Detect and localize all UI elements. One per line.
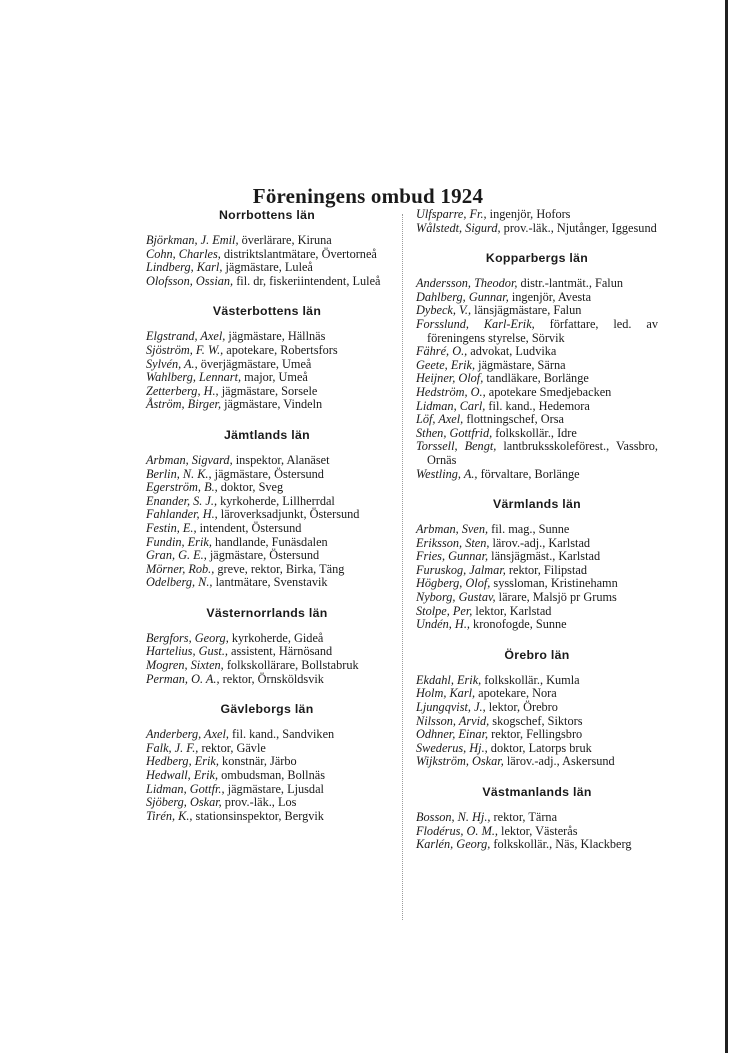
county-section [146, 304, 388, 412]
member-name: Mörner, Rob., [146, 561, 215, 576]
member-name: Heijner, Olof, [416, 371, 484, 386]
member-name: Swederus, Hj., [416, 740, 488, 755]
left-column [146, 208, 388, 839]
roster-entry [146, 796, 388, 810]
member-description: rektor, Tärna [490, 810, 558, 824]
roster-entry [146, 481, 388, 495]
member-description: fil. kand., Hedemora [485, 398, 590, 413]
member-name: Flodérus, O. M., [416, 823, 498, 838]
member-name: Perman, O. A., [146, 671, 220, 686]
member-name: Sjöström, F. W., [146, 342, 224, 357]
roster-entry [416, 577, 658, 591]
roster-entry [416, 523, 658, 537]
member-name: Ekdahl, Erik, [416, 672, 482, 687]
roster-entry [146, 248, 388, 262]
member-description: assistent, Härnösand [227, 644, 333, 659]
roster-entry [146, 576, 388, 590]
roster-entry [416, 359, 658, 373]
roster-entry [146, 645, 388, 659]
member-name: Dahlberg, Gunnar, [416, 289, 509, 304]
member-name: Torssell, Bengt, [416, 439, 497, 454]
member-name: Ulfsparre, Fr., [416, 207, 487, 221]
member-description: apotekare, Nora [475, 686, 557, 701]
roster-entry [416, 208, 658, 222]
member-name: Eriksson, Sten, [416, 535, 490, 550]
page-title: Föreningens ombud 1924 [252, 184, 484, 209]
member-name: Enander, S. J., [146, 493, 218, 508]
member-name: Furuskog, Jalmar, [416, 562, 506, 577]
member-description: ingenjör, Avesta [508, 289, 592, 304]
member-name: Stolpe, Per, [416, 603, 473, 618]
county-section [146, 606, 388, 686]
member-description: syssloman, Kristinehamn [490, 576, 618, 591]
member-name: Hedström, O., [416, 384, 486, 399]
roster-entry [146, 659, 388, 673]
roster-entry [416, 291, 658, 305]
roster-entry [146, 536, 388, 550]
member-name: Fundin, Erik, [146, 534, 212, 549]
county-heading: Norrbottens län [218, 208, 316, 222]
member-name: Festin, E., [146, 520, 197, 535]
roster-entry [146, 522, 388, 536]
member-name: Sthen, Gottfrid, [416, 425, 493, 440]
roster-entry [146, 495, 388, 509]
roster-entry [146, 330, 388, 344]
county-heading: Värmlands län [493, 497, 581, 512]
member-name: Mogren, Sixten, [146, 658, 224, 673]
member-description: stationsinspektor, Bergvik [192, 808, 324, 823]
county-section [146, 208, 388, 288]
roster-entry [146, 344, 388, 358]
member-description: jägmästare, Östersund [206, 548, 320, 563]
county-heading: Jämtlands län [224, 427, 310, 442]
member-name: Wålstedt, Sigurd, [416, 220, 501, 235]
roster-entry [416, 674, 658, 688]
member-name: Berlin, N. K., [146, 466, 212, 481]
member-name: Arbman, Sigvard, [146, 452, 233, 467]
county-heading: Gävleborgs län [220, 702, 314, 717]
roster-entry [416, 440, 658, 467]
member-description: intendent, Östersund [196, 520, 302, 535]
roster-entry [416, 605, 658, 619]
member-name: Egerström, B., [146, 480, 218, 495]
member-description: rektor, Filipstad [505, 562, 587, 577]
member-name: Gran, G. E., [146, 548, 207, 563]
entry-list [416, 811, 658, 852]
member-description: handlande, Funäsdalen [211, 534, 328, 549]
roster-entry [146, 261, 388, 275]
county-section [416, 251, 658, 481]
roster-entry [416, 413, 658, 427]
member-description: författare, led. av föreningens styrelse, Sörvik [427, 316, 658, 345]
roster-entry [146, 728, 388, 742]
member-name: Dybeck, V., [416, 303, 472, 318]
member-description: fil. kand., Sandviken [228, 727, 335, 742]
entry-list [146, 728, 388, 823]
roster-entry [146, 755, 388, 769]
member-name: Holm, Karl, [416, 686, 476, 701]
member-description: fil. mag., Sunne [488, 522, 570, 537]
member-description: lärov.-adj., Karlstad [489, 535, 591, 550]
roster-entry [416, 468, 658, 482]
member-name: Lidman, Carl, [416, 398, 486, 413]
roster-entry [416, 277, 658, 291]
member-description: rektor, Gävle [198, 740, 266, 755]
roster-entry [416, 427, 658, 441]
roster-entry [146, 358, 388, 372]
member-description: ingenjör, Hofors [486, 207, 571, 221]
member-name: Fähré, O., [416, 344, 468, 359]
roster-entry [146, 508, 388, 522]
member-name: Björkman, J. Emil, [146, 233, 239, 247]
member-name: Undén, H., [416, 617, 470, 632]
entry-list [416, 277, 658, 481]
member-name: Olofsson, Ossian, [146, 273, 234, 288]
member-description: skogschef, Siktors [489, 713, 583, 728]
member-name: Nyborg, Gustav, [416, 590, 496, 605]
member-name: Falk, J. F., [146, 740, 199, 755]
roster-entry [416, 687, 658, 701]
member-description: jägmästare, Hällnäs [225, 329, 326, 344]
roster-entry [146, 769, 388, 783]
roster-entry [416, 591, 658, 605]
member-name: Westling, A., [416, 466, 478, 481]
member-description: jägmästare, Vindeln [221, 397, 323, 412]
member-name: Hartelius, Gust., [146, 644, 228, 659]
roster-entry [146, 549, 388, 563]
member-description: jägmästare, Ljusdal [224, 781, 324, 796]
member-name: Andersson, Theodor, [416, 276, 518, 291]
member-description: rektor, Örnsköldsvik [219, 671, 324, 686]
entry-list [146, 454, 388, 590]
roster-entry [416, 838, 658, 852]
member-name: Tirén, K., [146, 808, 193, 823]
roster-entry [146, 234, 388, 248]
member-description: doktor, Sveg [217, 480, 284, 495]
entry-list [146, 234, 388, 288]
member-description: inspektor, Alanäset [232, 452, 330, 467]
member-description: distriktslantmätare, Övertorneå [220, 246, 377, 261]
entry-list [146, 330, 388, 412]
member-name: Arbman, Sven, [416, 522, 489, 537]
member-description: flottningschef, Orsa [463, 412, 564, 427]
member-name: Odhner, Einar, [416, 727, 489, 742]
entry-list [416, 674, 658, 769]
right-column [416, 208, 658, 868]
member-description: länsjägmäst., Karlstad [488, 549, 601, 564]
member-name: Wahlberg, Lennart, [146, 370, 242, 385]
roster-entry [146, 454, 388, 468]
member-name: Högberg, Olof, [416, 576, 491, 591]
member-description: kyrkoherde, Lillherrdal [217, 493, 335, 508]
roster-entry [146, 783, 388, 797]
roster-entry [146, 742, 388, 756]
member-name: Lidman, Gottfr., [146, 781, 225, 796]
member-description: jägmästare, Särna [475, 357, 566, 372]
member-description: major, Umeå [241, 370, 308, 385]
member-description: lantmätare, Svenstavik [212, 575, 328, 590]
member-name: Geete, Erik, [416, 357, 476, 372]
member-description: kronofogde, Sunne [469, 617, 567, 632]
member-name: Anderberg, Axel, [146, 727, 229, 742]
member-name: Fahlander, H., [146, 507, 218, 522]
roster-entry [146, 563, 388, 577]
roster-entry [416, 318, 658, 345]
member-name: Sylvén, A., [146, 356, 198, 371]
member-name: Hedwall, Erik, [146, 768, 219, 783]
roster-entry [416, 811, 658, 825]
member-description: lärare, Malsjö pr Grums [495, 590, 617, 605]
member-description: folkskollär., Kumla [481, 672, 580, 687]
roster-entry [416, 564, 658, 578]
member-name: Hedberg, Erik, [146, 754, 219, 769]
roster-entry [416, 400, 658, 414]
member-description: prov.-läk., Los [221, 795, 297, 810]
member-description: länsjägmästare, Falun [471, 303, 582, 318]
member-description: läroverksadjunkt, Östersund [217, 507, 360, 522]
member-description: apotekare Smedjebacken [485, 384, 612, 399]
county-section [146, 702, 388, 823]
roster-entry [416, 537, 658, 551]
county-section [416, 497, 658, 632]
member-description: jägmästare, Sorsele [218, 383, 318, 398]
member-description: konstnär, Järbo [218, 754, 297, 769]
member-name: Ljungqvist, J., [416, 700, 486, 715]
roster-entry [416, 222, 658, 236]
roster-entry [146, 468, 388, 482]
page-edge-rule [725, 0, 728, 1053]
member-description: doktor, Latorps bruk [487, 740, 592, 755]
member-name: Löf, Axel, [416, 412, 464, 427]
member-description: lektor, Västerås [497, 823, 578, 838]
member-description: lärov.-adj., Askersund [503, 754, 615, 769]
member-description: folkskollärare, Bollstabruk [223, 658, 359, 673]
member-description: apotekare, Robertsfors [223, 342, 338, 357]
roster-entry [416, 304, 658, 318]
roster-entry [146, 385, 388, 399]
county-section [146, 428, 388, 590]
member-description: fil. dr, fiskeriintendent, Luleå [233, 273, 381, 288]
roster-entry [416, 345, 658, 359]
roster-entry [146, 275, 388, 289]
member-description: prov.-läk., Njutånger, Iggesund [500, 220, 657, 235]
roster-entry [146, 398, 388, 412]
county-section [416, 648, 658, 769]
entry-list [146, 632, 388, 686]
member-name: Lindberg, Karl, [146, 260, 223, 275]
roster-entry [416, 755, 658, 769]
member-name: Nilsson, Arvid, [416, 713, 490, 728]
entry-list [416, 523, 658, 632]
member-description: distr.-lantmät., Falun [517, 276, 624, 291]
member-description: lektor, Karlstad [472, 603, 552, 618]
member-name: Odelberg, N., [146, 575, 213, 590]
roster-entry [416, 742, 658, 756]
member-description: advokat, Ludvika [467, 344, 557, 359]
roster-entry [416, 701, 658, 715]
member-name: Karlén, Georg, [416, 837, 491, 852]
member-description: kyrkoherde, Gideå [228, 630, 324, 645]
roster-entry [416, 825, 658, 839]
member-description: överlärare, Kiruna [238, 233, 332, 247]
roster-entry [146, 673, 388, 687]
member-description: förvaltare, Borlänge [477, 466, 580, 481]
county-section [416, 785, 658, 852]
county-heading: Västerbottens län [212, 304, 322, 319]
member-description: jägmästare, Luleå [222, 260, 313, 275]
column-divider [402, 214, 403, 920]
roster-entry [146, 632, 388, 646]
roster-entry [416, 715, 658, 729]
member-description: lantbruksskoleförest., Vassbro, Ornäs [427, 439, 658, 467]
member-name: Sjöberg, Oskar, [146, 795, 222, 810]
roster-entry [416, 618, 658, 632]
roster-entry [146, 371, 388, 385]
member-description: greve, rektor, Birka, Täng [214, 561, 345, 576]
roster-entry [416, 550, 658, 564]
roster-entry [416, 386, 658, 400]
member-name: Fries, Gunnar, [416, 549, 489, 564]
county-heading: Västernorrlands län [206, 605, 328, 620]
member-name: Bergfors, Georg, [146, 630, 229, 645]
member-name: Wijkström, Oskar, [416, 754, 504, 769]
member-name: Forsslund, Karl-Erik, [416, 316, 535, 331]
member-description: överjägmästare, Umeå [197, 356, 312, 371]
member-description: folkskollär., Idre [492, 425, 577, 440]
roster-entry [416, 728, 658, 742]
county-heading: Örebro län [504, 647, 570, 662]
member-description: folkskollär., Näs, Klackberg [490, 837, 632, 852]
member-name: Åström, Birger, [146, 397, 222, 412]
county-heading: Västmanlands län [482, 785, 592, 799]
member-description: rektor, Fellingsbro [488, 727, 583, 742]
right-column-lead [416, 208, 658, 235]
member-description: lektor, Örebro [485, 700, 558, 715]
member-description: jägmästare, Östersund [211, 466, 324, 481]
county-heading: Kopparbergs län [485, 251, 589, 266]
member-name: Cohn, Charles, [146, 246, 221, 261]
member-name: Bosson, N. Hj., [416, 810, 491, 824]
member-name: Zetterberg, H., [146, 383, 219, 398]
member-description: tandläkare, Borlänge [483, 371, 589, 386]
roster-entry [416, 372, 658, 386]
member-name: Elgstrand, Axel, [146, 329, 226, 344]
member-description: ombudsman, Bollnäs [218, 768, 325, 783]
roster-entry [146, 810, 388, 824]
